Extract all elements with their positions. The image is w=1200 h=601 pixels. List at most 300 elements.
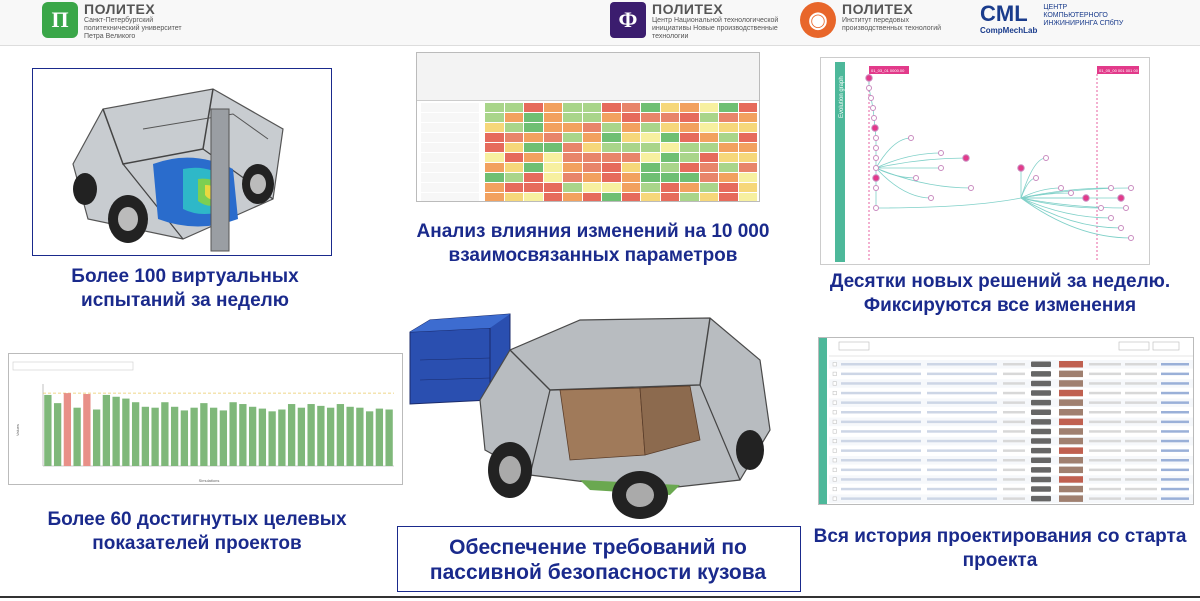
row-tag-badge [1031, 371, 1051, 377]
table-cell [719, 113, 738, 122]
graph-node[interactable] [1044, 156, 1049, 161]
graph-tag-right-text: 01_05_00 001 001 00 [1099, 68, 1138, 73]
table-cell [524, 123, 543, 132]
table-cell [622, 183, 641, 192]
row-name-blur [841, 430, 921, 433]
table-row [417, 133, 759, 143]
graph-node[interactable] [963, 155, 969, 161]
table-cell [505, 193, 524, 202]
table-cell [544, 173, 563, 182]
row-modified-blur [1125, 373, 1157, 376]
chart-bar [200, 403, 207, 466]
graph-node[interactable] [874, 206, 879, 211]
table-cell [700, 133, 719, 142]
row-modified-blur [1125, 488, 1157, 491]
row-checkbox[interactable] [833, 363, 837, 367]
row-overview-thumbnail [1059, 428, 1083, 435]
table-row-label [421, 113, 479, 122]
row-name-blur [841, 497, 921, 500]
evolution-graph-tab-label: Evolution graph [839, 76, 845, 118]
row-status-blur [1003, 421, 1025, 424]
row-name-blur [841, 449, 921, 452]
row-tag-badge [1031, 429, 1051, 435]
table-cell [719, 163, 738, 172]
row-modified-blur [1125, 469, 1157, 472]
table-cell [505, 173, 524, 182]
chart-bar-highlighted [83, 394, 90, 466]
table-cell [661, 133, 680, 142]
politeh-nti-logo [610, 2, 782, 41]
table-cell [485, 133, 504, 142]
table-cell [622, 163, 641, 172]
row-overview-thumbnail [1059, 390, 1083, 397]
table-cell [622, 103, 641, 112]
table-cell [680, 183, 699, 192]
table-cell [485, 183, 504, 192]
table-cell [544, 183, 563, 192]
table-cell [524, 173, 543, 182]
table-cell [602, 133, 621, 142]
row-status-blur [1003, 488, 1025, 491]
row-checkbox[interactable] [833, 420, 837, 424]
table-cell [622, 133, 641, 142]
table-row [417, 103, 759, 113]
graph-node[interactable] [869, 96, 874, 101]
graph-node[interactable] [1083, 195, 1089, 201]
row-tag-badge [1031, 390, 1051, 396]
row-status-blur [1003, 411, 1025, 414]
row-checkbox[interactable] [833, 449, 837, 453]
row-created-blur [1089, 469, 1121, 472]
table-cell [739, 133, 758, 142]
caption-design-history: Вся история проектирования со старта проекта [813, 526, 1187, 571]
table-cell [661, 153, 680, 162]
evolution-graph-panel [820, 57, 1150, 265]
table-cell [602, 123, 621, 132]
table-cell [602, 163, 621, 172]
chart-bar [44, 395, 51, 466]
graph-node[interactable] [939, 151, 944, 156]
table-cell [524, 143, 543, 152]
graph-node[interactable] [969, 186, 974, 191]
table-cell [583, 183, 602, 192]
table-row [417, 173, 759, 183]
row-checkbox[interactable] [833, 487, 837, 491]
crash-test-image-panel [32, 68, 332, 256]
politeh-iapt-logo [800, 2, 952, 38]
row-checkbox[interactable] [833, 497, 837, 501]
chart-bar [93, 410, 100, 466]
row-tag-badge [1031, 458, 1051, 464]
row-tag-badge [1031, 362, 1051, 368]
row-modified-blur [1125, 497, 1157, 500]
cml-logo [980, 2, 1133, 35]
graph-node[interactable] [872, 125, 878, 131]
row-name-blur [841, 363, 921, 366]
row-name-blur [841, 440, 921, 443]
caption-parameter-analysis: Анализ влияния изменений на 10 000 взаимосвязанных параметров [416, 221, 770, 266]
graph-node[interactable] [1129, 236, 1134, 241]
graph-node[interactable] [909, 136, 914, 141]
row-status-blur [1003, 392, 1025, 395]
chart-bar-highlighted [64, 393, 71, 466]
table-cell [622, 153, 641, 162]
table-cell [544, 133, 563, 142]
filters-button[interactable] [1119, 342, 1149, 350]
targets-bar-chart [9, 354, 403, 485]
row-overview-thumbnail [1059, 476, 1083, 483]
chart-select-dropdown[interactable] [13, 362, 133, 370]
chart-bar [366, 411, 373, 466]
table-cell [544, 163, 563, 172]
row-status-blur [1003, 449, 1025, 452]
row-name-blur [841, 373, 921, 376]
row-created-blur [1089, 449, 1121, 452]
graph-node[interactable] [1069, 191, 1074, 196]
row-created-blur [1089, 440, 1121, 443]
table-cell [739, 193, 758, 202]
row-reference-blur [927, 411, 997, 414]
table-cell [661, 173, 680, 182]
row-modified-blur [1125, 421, 1157, 424]
chart-bar [376, 409, 383, 466]
row-owner-blur [1161, 440, 1189, 443]
table-cell [739, 103, 758, 112]
row-reference-blur [927, 469, 997, 472]
row-owner-blur [1161, 382, 1189, 385]
graph-node[interactable] [874, 156, 879, 161]
table-cell [544, 193, 563, 202]
row-checkbox[interactable] [833, 372, 837, 376]
table-cell [700, 113, 719, 122]
caption-passive-safety: Обеспечение требований по пассивной безопасности кузова [429, 536, 767, 584]
table-row-label [421, 133, 479, 142]
table-cell [680, 123, 699, 132]
row-checkbox[interactable] [833, 401, 837, 405]
table-cell [563, 173, 582, 182]
table-row [417, 183, 759, 193]
logo2-brand: ПОЛИТЕХ [652, 1, 724, 17]
row-checkbox[interactable] [833, 430, 837, 434]
row-overview-thumbnail [1059, 438, 1083, 445]
row-checkbox[interactable] [833, 391, 837, 395]
graph-node[interactable] [1099, 206, 1104, 211]
row-overview-thumbnail [1059, 457, 1083, 464]
table-cell [563, 193, 582, 202]
row-checkbox[interactable] [833, 468, 837, 472]
row-owner-blur [1161, 469, 1189, 472]
graph-node[interactable] [1129, 186, 1134, 191]
table-cell [602, 143, 621, 152]
table-header [417, 53, 759, 101]
row-checkbox[interactable] [833, 439, 837, 443]
graph-node[interactable] [914, 176, 919, 181]
row-reference-blur [927, 440, 997, 443]
graph-node[interactable] [1124, 206, 1129, 211]
graph-node[interactable] [1109, 186, 1114, 191]
row-reference-blur [927, 373, 997, 376]
row-reference-blur [927, 392, 997, 395]
table-cell [680, 163, 699, 172]
table-cell [583, 113, 602, 122]
evolution-graph [821, 58, 1150, 265]
row-owner-blur [1161, 373, 1189, 376]
passive-safety-car-illustration [400, 290, 790, 520]
row-created-blur [1089, 478, 1121, 481]
table-cell [583, 123, 602, 132]
logo1-sub: Санкт-Петербургский политехнический университет Петра Великого [84, 17, 182, 40]
row-owner-blur [1161, 430, 1189, 433]
table-cell [719, 173, 738, 182]
graph-node[interactable] [874, 186, 879, 191]
graph-node[interactable] [867, 86, 872, 91]
table-cell [739, 183, 758, 192]
table-cell [563, 183, 582, 192]
table-row-label [421, 143, 479, 152]
graph-node[interactable] [874, 166, 879, 171]
table-cell [661, 143, 680, 152]
table-row-label [421, 173, 479, 182]
row-checkbox[interactable] [833, 411, 837, 415]
logo1-brand: ПОЛИТЕХ [84, 1, 156, 17]
chart-bar [181, 410, 188, 466]
table-cell [700, 163, 719, 172]
table-row-label [421, 183, 479, 192]
graph-node[interactable] [1059, 186, 1064, 191]
graph-node[interactable] [939, 166, 944, 171]
row-created-blur [1089, 373, 1121, 376]
table-cell [563, 143, 582, 152]
row-tag-badge [1031, 467, 1051, 473]
row-owner-blur [1161, 421, 1189, 424]
row-name-blur [841, 392, 921, 395]
table-cell [505, 163, 524, 172]
table-cell [563, 163, 582, 172]
row-created-blur [1089, 382, 1121, 385]
chart-bar [307, 404, 314, 466]
row-reference-blur [927, 478, 997, 481]
chart-bar [190, 408, 197, 466]
table-row [417, 123, 759, 133]
table-cell [583, 173, 602, 182]
table-cell [700, 193, 719, 202]
table-cell [485, 143, 504, 152]
table-cell [505, 183, 524, 192]
row-created-blur [1089, 363, 1121, 366]
graph-node[interactable] [1118, 195, 1124, 201]
table-cell [641, 133, 660, 142]
table-cell [641, 123, 660, 132]
chart-x-axis-label: Simulations [198, 478, 220, 483]
row-status-blur [1003, 440, 1025, 443]
table-cell [505, 103, 524, 112]
row-reference-blur [927, 430, 997, 433]
table-cell [524, 183, 543, 192]
passive-safety-image [400, 290, 790, 520]
table-cell [641, 153, 660, 162]
row-owner-blur [1161, 478, 1189, 481]
table-cell [505, 143, 524, 152]
chart-bar [54, 403, 61, 466]
graph-node[interactable] [1018, 165, 1024, 171]
chart-bar [327, 408, 334, 466]
chart-bar [259, 409, 266, 466]
table-cell [641, 143, 660, 152]
row-tag-badge [1031, 496, 1051, 502]
chart-bar [132, 402, 139, 466]
table-cell [524, 133, 543, 142]
table-cell [739, 163, 758, 172]
header-bar [0, 0, 1200, 46]
row-tag-badge [1031, 400, 1051, 406]
chart-bar [337, 404, 344, 466]
row-status-blur [1003, 373, 1025, 376]
graph-node[interactable] [929, 196, 934, 201]
politeh-university-logo [42, 2, 194, 41]
table-cell [641, 163, 660, 172]
chart-bar [122, 399, 129, 466]
table-cell [661, 123, 680, 132]
row-tag-badge [1031, 381, 1051, 387]
row-status-blur [1003, 459, 1025, 462]
table-cell [700, 123, 719, 132]
row-modified-blur [1125, 401, 1157, 404]
table-cell [485, 113, 504, 122]
table-cell [680, 143, 699, 152]
table-row-label [421, 163, 479, 172]
row-status-blur [1003, 478, 1025, 481]
row-checkbox[interactable] [833, 382, 837, 386]
row-reference-blur [927, 382, 997, 385]
logo3-sub: Институт передовых производственных технологий [842, 17, 942, 32]
table-cell [680, 193, 699, 202]
graph-node[interactable] [1109, 216, 1114, 221]
simulations-history-table [818, 337, 1194, 505]
graph-node[interactable] [871, 106, 876, 111]
caption-virtual-tests: Более 100 виртуальных испытаний за неделю [71, 266, 299, 311]
chart-bar [142, 407, 149, 466]
table-cell [739, 143, 758, 152]
row-status-blur [1003, 401, 1025, 404]
row-reference-blur [927, 363, 997, 366]
table-cell [700, 183, 719, 192]
row-created-blur [1089, 411, 1121, 414]
table-cell [641, 173, 660, 182]
table-cell [661, 163, 680, 172]
graph-node[interactable] [874, 146, 879, 151]
table-cell [719, 153, 738, 162]
row-created-blur [1089, 488, 1121, 491]
table-cell [563, 113, 582, 122]
chart-bar [151, 408, 158, 466]
row-modified-blur [1125, 449, 1157, 452]
graph-node[interactable] [874, 136, 879, 141]
row-checkbox[interactable] [833, 478, 837, 482]
row-created-blur [1089, 401, 1121, 404]
graph-node[interactable] [872, 116, 877, 121]
row-checkbox[interactable] [833, 459, 837, 463]
row-overview-thumbnail [1059, 495, 1083, 502]
table-cell [602, 193, 621, 202]
table-cell [485, 153, 504, 162]
graph-node[interactable] [873, 175, 879, 181]
row-overview-thumbnail [1059, 447, 1083, 454]
row-owner-blur [1161, 459, 1189, 462]
cml-brand-sub: CompMechLab [980, 26, 1038, 35]
table-cell [661, 193, 680, 202]
row-status-blur [1003, 497, 1025, 500]
chart-bar [278, 410, 285, 466]
row-reference-blur [927, 421, 997, 424]
row-modified-blur [1125, 363, 1157, 366]
table-cell [544, 123, 563, 132]
table-row-label [421, 193, 479, 202]
table-cell [739, 123, 758, 132]
chart-bar [112, 397, 119, 466]
table-cell [719, 183, 738, 192]
table-row [417, 113, 759, 123]
table-cell [700, 173, 719, 182]
table-cell [680, 173, 699, 182]
row-overview-thumbnail [1059, 467, 1083, 474]
table-cell [485, 123, 504, 132]
chart-y-axis-label: Values [15, 424, 20, 436]
row-modified-blur [1125, 411, 1157, 414]
row-tag-badge [1031, 448, 1051, 454]
caption-achieved-targets: Более 60 достигнутых целевых показателей проектов [47, 509, 347, 554]
table-cell [583, 193, 602, 202]
table-cell [641, 193, 660, 202]
table-cell [544, 153, 563, 162]
nti-logo-icon: Ф [610, 2, 646, 38]
table-cell [661, 183, 680, 192]
caption-new-solutions: Десятки новых решений за неделю. Фиксируются все изменения [829, 271, 1171, 316]
table-cell [485, 163, 504, 172]
table-cell [583, 133, 602, 142]
row-tag-badge [1031, 410, 1051, 416]
table-cell [680, 133, 699, 142]
chart-bar [288, 404, 295, 466]
table-cell [700, 143, 719, 152]
row-tag-badge [1031, 419, 1051, 425]
chart-bar [356, 408, 363, 466]
table-row [417, 143, 759, 153]
graph-node[interactable] [1119, 226, 1124, 231]
columns-button[interactable] [1153, 342, 1179, 350]
row-modified-blur [1125, 430, 1157, 433]
parameter-heatmap-table [416, 52, 760, 202]
row-modified-blur [1125, 382, 1157, 385]
simulations-tab[interactable] [839, 342, 869, 350]
simulations-history-list [819, 338, 1194, 505]
row-name-blur [841, 401, 921, 404]
chart-bar [210, 408, 217, 466]
row-reference-blur [927, 497, 997, 500]
row-status-blur [1003, 363, 1025, 366]
row-overview-thumbnail [1059, 409, 1083, 416]
table-cell [641, 183, 660, 192]
table-cell [602, 173, 621, 182]
table-cell [524, 103, 543, 112]
table-cell [524, 193, 543, 202]
table-cell [544, 103, 563, 112]
chart-bar [317, 406, 324, 466]
table-row-label [421, 153, 479, 162]
chart-bar [103, 395, 110, 466]
row-name-blur [841, 459, 921, 462]
graph-node[interactable] [866, 75, 872, 81]
graph-node[interactable] [1034, 176, 1039, 181]
